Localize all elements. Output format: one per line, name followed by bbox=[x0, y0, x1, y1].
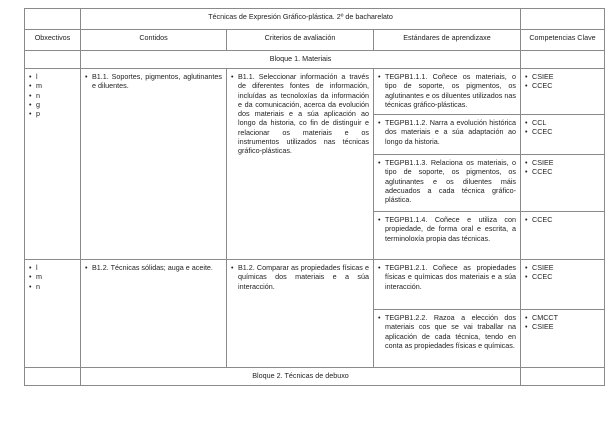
estandar-item: • TEGPB1.2.1. Coñece as propiedades físicas e químicas dos materiais e a súa interacción. bbox=[378, 263, 516, 291]
competencias-cell bbox=[521, 310, 605, 368]
obxectivo-item: • m bbox=[29, 272, 76, 281]
header-row bbox=[25, 30, 605, 51]
block-2-title: Bloque 2. Técnicas de debuxo bbox=[81, 368, 521, 386]
title-row-empty-cell bbox=[521, 9, 605, 30]
header-competencias: Competencias Clave bbox=[521, 30, 605, 51]
competencia-item: • CSIEE bbox=[525, 322, 600, 331]
criterio-item: • B1.1. Seleccionar información a través de diferentes fontes de información, incluídas as tecnoloxías da información e da comunicación, acerca da evolución dos materiais e a súa aplicación ao longo da historia, co fin de distinguir e relacionar os materiais e os instrumentos utilizados nas técnicas gráfico-plásticas. bbox=[231, 72, 369, 156]
competencias-cell bbox=[521, 155, 605, 212]
contido-item: • B1.1. Soportes, pigmentos, aglutinantes e diluentes. bbox=[85, 72, 222, 91]
estandar-item: • TEGPB1.1.3. Relaciona os materiais, o tipo de soporte, os pigmentos, os aglutinantes e os diluentes máis adecuados a cada técnica gráfico-plástica. bbox=[378, 158, 516, 204]
competencia-item: • CCL bbox=[525, 118, 600, 127]
table-row bbox=[25, 69, 605, 115]
header-criterios: Criterios de avaliación bbox=[227, 30, 374, 51]
competencia-item: • CCEC bbox=[525, 215, 600, 224]
competencias-cell bbox=[521, 115, 605, 155]
header-estandares: Estándares de aprendizaxe bbox=[374, 30, 521, 51]
title-row bbox=[25, 9, 605, 30]
table-row bbox=[25, 260, 605, 310]
competencias-cell bbox=[521, 69, 605, 115]
curriculum-table bbox=[24, 8, 605, 386]
competencia-item: • CSIEE bbox=[525, 263, 600, 272]
competencia-item: • CSIEE bbox=[525, 158, 600, 167]
estandar-item: • TEGPB1.1.1. Coñece os materiais, o tipo de soporte, os pigmentos, os aglutinantes e os diluentes utilizados nas técnicas gráfico-plásticas. bbox=[378, 72, 516, 109]
obxectivos-list bbox=[29, 263, 76, 291]
title-row-empty-cell bbox=[25, 9, 81, 30]
estandar-cell bbox=[374, 69, 521, 115]
estandar-cell bbox=[374, 310, 521, 368]
obxectivos-list bbox=[29, 72, 76, 118]
block-row bbox=[25, 51, 605, 69]
obxectivo-item: • m bbox=[29, 81, 76, 90]
header-contidos: Contidos bbox=[81, 30, 227, 51]
competencias-cell bbox=[521, 260, 605, 310]
contido-cell bbox=[81, 260, 227, 368]
estandar-item: • TEGPB1.1.4. Coñece e utiliza con propiedade, de forma oral e escrita, a terminoloxía propia das técnicas. bbox=[378, 215, 516, 243]
obxectivo-item: • g bbox=[29, 100, 76, 109]
contido-cell bbox=[81, 69, 227, 260]
competencia-item: • CCEC bbox=[525, 272, 600, 281]
block-row-empty-cell bbox=[521, 368, 605, 386]
competencia-item: • CCEC bbox=[525, 81, 600, 90]
estandar-cell bbox=[374, 260, 521, 310]
criterio-item: • B1.2. Comparar as propiedades físicas e químicas dos materiais e a súa interacción. bbox=[231, 263, 369, 291]
block-row bbox=[25, 368, 605, 386]
block-row-empty-cell bbox=[521, 51, 605, 69]
estandar-item: • TEGPB1.2.2. Razoa a elección dos materiais cos que se vai traballar na aplicación de cada técnica, tendo en conta as propiedades físicas e químicas. bbox=[378, 313, 516, 350]
header-obxectivos: Obxectivos bbox=[25, 30, 81, 51]
obxectivo-item: • l bbox=[29, 263, 76, 272]
contido-item: • B1.2. Técnicas sólidas; auga e aceite. bbox=[85, 263, 222, 272]
competencia-item: • CCEC bbox=[525, 127, 600, 136]
obxectivo-item: • l bbox=[29, 72, 76, 81]
competencia-item: • CCEC bbox=[525, 167, 600, 176]
competencias-cell bbox=[521, 212, 605, 260]
obxectivo-item: • n bbox=[29, 282, 76, 291]
block-row-empty-cell bbox=[25, 368, 81, 386]
estandar-cell bbox=[374, 155, 521, 212]
estandar-cell bbox=[374, 212, 521, 260]
competencia-item: • CSIEE bbox=[525, 72, 600, 81]
block-1-title: Bloque 1. Materiais bbox=[81, 51, 521, 69]
estandar-cell bbox=[374, 115, 521, 155]
obxectivo-item: • p bbox=[29, 109, 76, 118]
table-title: Técnicas de Expresión Gráfico-plástica. 2º de bacharelato bbox=[81, 9, 521, 30]
obxectivo-item: • n bbox=[29, 91, 76, 100]
criterio-cell bbox=[227, 260, 374, 368]
criterio-cell bbox=[227, 69, 374, 260]
obxectivos-cell bbox=[25, 260, 81, 368]
obxectivos-cell bbox=[25, 69, 81, 260]
competencia-item: • CMCCT bbox=[525, 313, 600, 322]
block-row-empty-cell bbox=[25, 51, 81, 69]
estandar-item: • TEGPB1.1.2. Narra a evolución histórica dos materiais e a súa adaptación ao longo da historia. bbox=[378, 118, 516, 146]
